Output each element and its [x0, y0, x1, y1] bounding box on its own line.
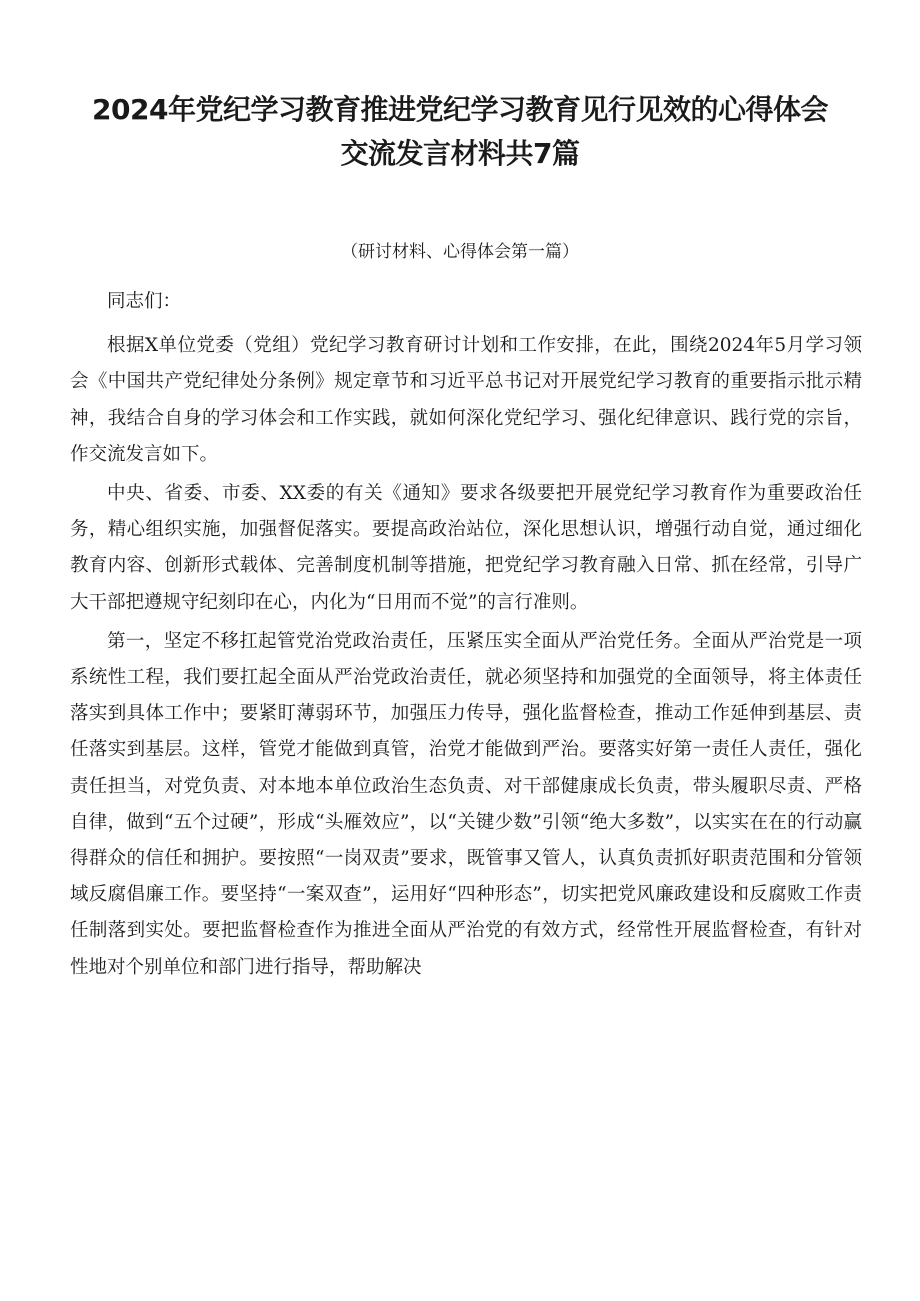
greeting: 同志们：: [107, 291, 182, 312]
document-title: 2024年党纪学习教育推进党纪学习教育见行见效的心得体会交流发言材料共7篇: [92, 93, 828, 170]
paragraph-3: 第一，坚定不移扛起管党治党政治责任，压紧压实全面从严治党任务。全面从严治党是一项系统性工程，我们要扛起全面从严治党政治责任，就必须坚持和加强党的全面领导，将主体责任落实到具体工作中；要紧盯薄弱环节，加强压力传导，强化监督检查，推动工作延伸到基层、责任落实到基层。这样，管党才能做到真管，治党才能做到严治。要落实好第一责任人责任，强化责任担当，对党负责、对本地本单位政治生态负责、对干部健康成长负责，带头履职尽责、严格自律，做到“五个过硬”，形成“头雁效应”，以“关键少数”引领“绝大多数”，以实实在在的行动赢得群众的信任和拥护。要按照“一岗双责”要求，既管事又管人，认真负责抓好职责范围和分管领域反腐倡廉工作。要坚持“一案双查”，运用好“四种形态”，切实把党风廉政建设和反腐败工作责任制落到实处。要把监督检查作为推进全面从严治党的有效方式，经常性开展监督检查，有针对性地对个别单位和部门进行指导，帮助解决: [70, 630, 862, 978]
paragraph-2: 中央、省委、市委、XX委的有关《通知》要求各级要把开展党纪学习教育作为重要政治任务，精心组织实施，加强督促落实。要提高政治站位，深化思想认识，增强行动自觉，通过细化教育内容、创新形式载体、完善制度机制等措施，把党纪学习教育融入日常、抓在经常，引导广大干部把遵规守纪刻印在心，内化为“日用而不觉”的言行准则。: [70, 483, 862, 613]
document-body: [70, 284, 862, 989]
document-subtitle: （研讨材料、心得体会第一篇）: [341, 242, 579, 262]
paragraph-1: 根据X单位党委（党组）党纪学习教育研讨计划和工作安排，在此，围绕2024年5月学习领会《中国共产党纪律处分条例》规定章节和习近平总书记对开展党纪学习教育的重要指示批示精神，我结合自身的学习体会和工作实践，就如何深化党纪学习、强化纪律意识、践行党的宗旨，作交流发言如下。: [70, 335, 862, 465]
